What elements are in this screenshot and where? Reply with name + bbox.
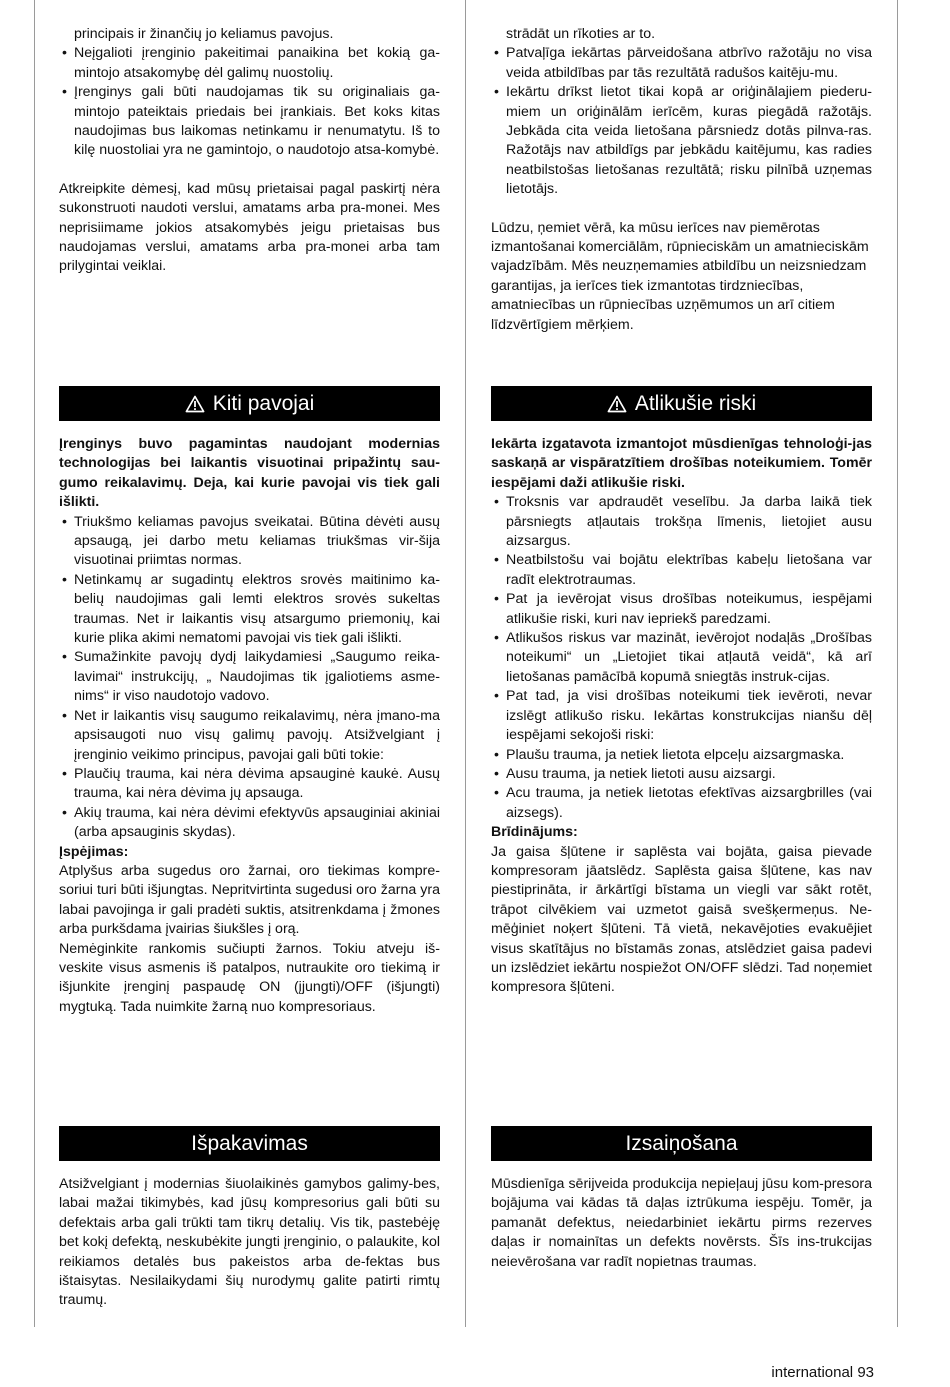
left-margin-rule	[34, 0, 35, 1327]
right-warning-paragraph: Ja gaisa šļūtene ir saplēsta vai bojāta, gaisa pievade kompresoram jāatslēdz. Saplēsta gaisa šļūtene, kas nav piestiprināta, ir ārkārtīgi bīstama un viegli var sākt rotēt, trāpot cilvēkiem vai uzmetot gaisā svešķermeņus. Ne-mēģiniet noķert šļūteni. Tā vietā, nekavējoties evakuējiet visus skatītājus no bīstamās zonas, atslēdziet gaisa padevi un izslēdziet iekārtu nospiežot ON/OFF slēdzi. Tad noņemiet kompresora šļūteni.	[491, 843, 872, 996]
left-unpacking-text: Atsižvelgiant į modernias šiuolaikinės gamybos galimy-bes, labai mažai tikimybės, kad jūsų kompresorius gali būti su defektais arba gali trūkti tam tikrų detalių. Vis tik, pastebėję bet kokį defektą, neskubėkite jungti įrenginio, o palaukite, kol reikiamos detalės bus pakeistos arba de-fektas bus ištaisytas. Nesilaikydami šių nurodymų galite patirti rimtų traumų.	[59, 1176, 440, 1309]
list-item: • Pat tad, ja visi drošības noteikumi tiek ievēroti, nevar izslēgt atlikušo risku. Iekārtas konstrukcijas nianšu dēļ iespējami sekojoši riski:	[491, 687, 872, 745]
right-risks-bullet-list	[491, 493, 872, 823]
left-unpacking-heading	[59, 1126, 440, 1161]
right-risks-intro: Iekārta izgatavota izmantojot mūsdienīgas tehnoloģi-jas saskaņā ar vispāratzītiem drošības noteikumiem. Tomēr iespējami daži atlikušie riski.	[491, 436, 872, 491]
list-item: • Pat ja ievērojat visus drošības noteikumus, iespējami atlikušie riski, kuri nav iepriekš paredzami.	[491, 590, 872, 629]
right-unpacking-title: Izsaiņošana	[625, 1131, 738, 1155]
left-risks-heading	[59, 386, 440, 421]
right-risks-heading	[491, 386, 872, 421]
left-commercial-use-notice: Atkreipkite dėmesį, kad mūsų prietaisai pagal paskirtį nėra sukonstruoti naudoti verslui, amatams arba pra-monei. Mes neprisiimame jokios atsakomybės jeigu prietaisas bus naudojamas verslui, amatams arba pra-monei arba tam prilygintai veiklai.	[59, 180, 440, 275]
right-unpacking-section	[491, 1175, 872, 1272]
right-commercial-use-notice: Lūdzu, ņemiet vērā, ka mūsu ierīces nav piemērotas izmantošanai komerciālām, rūpnieciskām un amatnieciskām vajadzībām. Mēs neuzņemamies atbildību un neizsniedzam garantijas, ja ierīces tiek izmantotas tirdzniecības, amatniecības un rūpniecības uzņēmumos un arī citiem līdzvērtīgiem mērķiem.	[491, 219, 869, 333]
left-warning-label: Įspėjimas:	[59, 843, 129, 860]
warning-triangle-icon	[607, 395, 627, 413]
page-footer	[771, 1363, 874, 1382]
list-item: • Net ir laikantis visų saugumo reikalavimų, nėra įmano-ma apsisaugoti nuo visų galimų pavojų. Atsižvelgiant į įrenginio veikimo principus, pavojai gali būti tokie:	[59, 707, 440, 765]
left-unpacking-title: Išpakavimas	[191, 1131, 308, 1155]
left-continuation-line: principais ir žinančių jo keliamus pavojus.	[74, 26, 334, 42]
page-number: 93	[857, 1364, 874, 1381]
right-top-bullet-list	[491, 44, 872, 199]
list-item: • Atlikušos riskus var mazināt, ievērojot nodaļās „Drošības noteikumi“ un „Lietojiet tikai atļautā veidā“, kā arī lietošanas pamācībā kopumā sniegtās instruk-cijas.	[491, 629, 872, 687]
right-warning-label: Brīdinājums:	[491, 824, 578, 841]
list-item: • Acu trauma, ja netiek lietotas efektīvas aizsargbrilles (vai aizsegs).	[491, 784, 872, 823]
left-risks-bullet-list	[59, 513, 440, 843]
right-unpacking-heading	[491, 1126, 872, 1161]
list-item: • Plaučių trauma, kai nėra dėvima apsauginė kaukė. Ausų trauma, kai nėra dėvima jų apsauga.	[59, 765, 440, 804]
list-item: • Netinkamų ar sugadintų elektros srovės maitinimo ka-belių naudojimas gali lemti elektros srovės sukeltas traumas. Net ir laikantis visų atsargumo priemonių, kai kurie plika akimi nematomi pavojai vis tiek gali išlikti.	[59, 571, 440, 649]
warning-triangle-icon	[185, 395, 205, 413]
left-top-section	[59, 25, 440, 277]
left-warning-paragraph-2: Nemėginkite rankomis sučiupti žarnos. Tokiu atveju iš-veskite visus asmenis iš patalpos, nutraukite oro tiekimą ir išjunkite įrenginį paspaudę ON (įjungti)/OFF (išjungti) mygtuką. Tada nuimkite žarną nuo kompresoriaus.	[59, 940, 440, 1015]
left-top-bullet-list	[59, 44, 440, 160]
list-item: • Plaušu trauma, ja netiek lietota elpceļu aizsargmaska.	[491, 746, 872, 765]
footer-label: international	[771, 1364, 854, 1381]
center-column-rule	[465, 0, 466, 1327]
right-unpacking-text: Mūsdienīga sērijveida produkcija nepieļauj jūsu kom-presora bojājuma vai kādas tā daļas iztrūkuma iespēju. Tomēr, ja pamanāt defektus, neiedarbiniet iekārtu pirms rezerves daļas ir nomainītas un defekts novērsts. Šīs ins-trukcijas neievērošana var radīt nopietnas traumas.	[491, 1176, 872, 1270]
list-item: • Ausu trauma, ja netiek lietoti ausu aizsargi.	[491, 765, 872, 784]
list-item: • Troksnis var apdraudēt veselību. Ja darba laikā tiek pārsniegts atļautais trokšņa līmenis, lietojiet ausu aizsargus.	[491, 493, 872, 551]
right-risks-section	[491, 435, 872, 998]
list-item: • Įrenginys gali būti naudojamas tik su originaliais ga-mintojo pateiktais priedais bei įrankiais. Bet koks kitas naudojimas bus laikomas netinkamu ir nenumatytu. Iš to kilę nuostoliai yra ne gamintojo, o naudotojo atsa-komybė.	[59, 83, 440, 161]
left-unpacking-section	[59, 1175, 440, 1311]
list-item: • Sumažinkite pavojų dydį laikydamiesi „Saugumo reika-lavimai“ instrukcijų, „ Naudojimas tik įgaliotiems asme-nims“ ir viso naudotojo vadovo.	[59, 648, 440, 706]
left-warning-paragraph-1: Atplyšus arba sugedus oro žarnai, oro tiekimas kompre-soriui turi būti išjungtas. Nepritvirtinta sugedusi oro žarna yra labai pavojinga ir gali pradėti suktis, atsitrenkdama į žmones arba purkšdama įvairias šiukšles į orą.	[59, 862, 440, 938]
list-item: • Iekārtu drīkst lietot tikai kopā ar oriģinālajiem piederu-miem un oriģinālām ierīcēm, kuras piegādā ražotājs. Jebkāda cita veida lietošana pārsniedz dotās pilnva-ras. Ražotājs nav atbildīgs par jebkādu kaitējumu, kas radies neatbilstošas lietošanas rezultātā; risku pilnībā uzņemas lietotājs.	[491, 83, 872, 199]
right-top-section	[491, 25, 872, 335]
list-item: • Patvaļīga iekārtas pārveidošana atbrīvo ražotāju no visa veida atbildības par tās rezultātā radušos kaitēju-mu.	[491, 44, 872, 83]
list-item: • Triukšmo keliamas pavojus sveikatai. Būtina dėvėti ausų apsaugą, jei darbo metu keliamas triukšmas vir-šija visuotinai priimtas normas.	[59, 513, 440, 571]
list-item: • Akių trauma, kai nėra dėvimi efektyvūs apsauginiai akiniai (arba apsauginis skydas).	[59, 804, 440, 843]
left-risks-title: Kiti pavojai	[212, 391, 315, 415]
list-item: • Neatbilstošu vai bojātu elektrības kabeļu lietošana var radīt elektrotraumas.	[491, 551, 872, 590]
left-risks-intro: Įrenginys buvo pagamintas naudojant modernias technologijas bei laikantis visuotinai pripažintų sau-gumo reikalavimų. Deja, kai kurie pavojai vis tiek gali išlikti.	[59, 436, 440, 511]
left-risks-section	[59, 435, 440, 1017]
list-item: • Neįgalioti įrenginio pakeitimai panaikina bet kokią ga-mintojo atsakomybę dėl galimų nuostolių.	[59, 44, 440, 83]
right-margin-rule	[897, 0, 898, 1327]
right-risks-title: Atlikušie riski	[634, 391, 757, 415]
right-continuation-line: strādāt un rīkoties ar to.	[506, 26, 656, 42]
